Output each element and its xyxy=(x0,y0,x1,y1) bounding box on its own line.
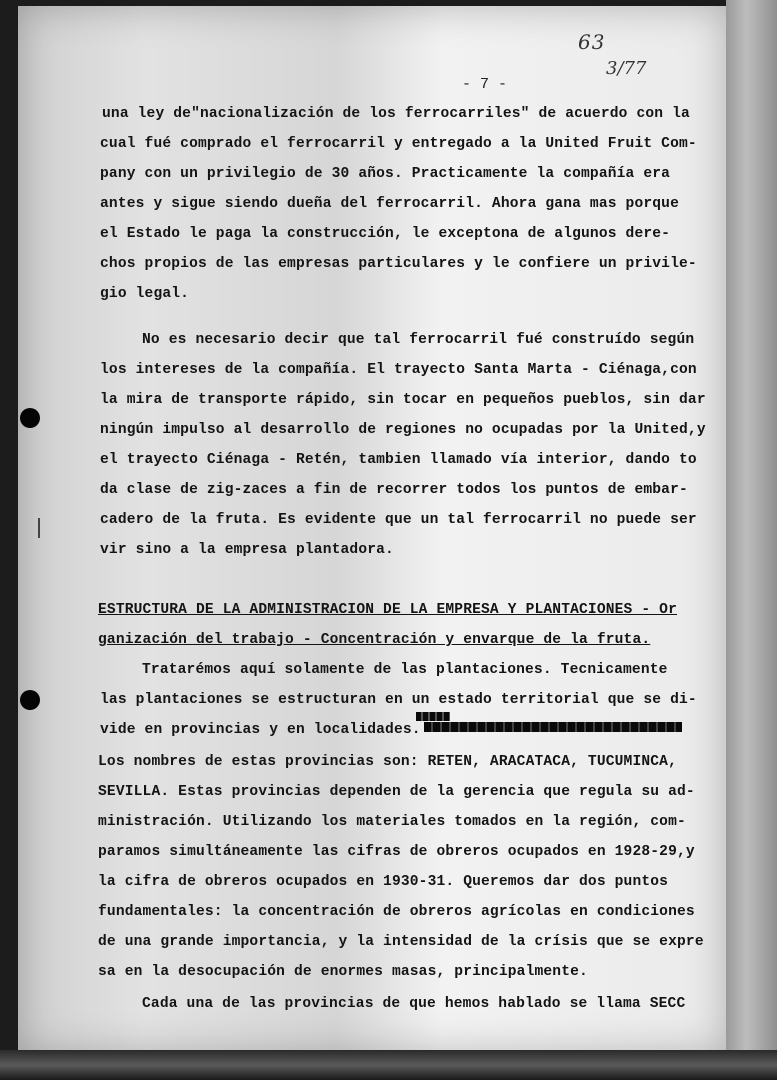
text-line: la mira de transporte rápido, sin tocar en pequeños pueblos, sin dar xyxy=(100,392,706,408)
text-line: sa en la desocupación de enormes masas, principalmente. xyxy=(98,964,588,980)
text-line: de una grande importancia, y la intensidad de la crísis que se expre xyxy=(98,934,704,950)
scan-edge-right xyxy=(726,0,777,1080)
text-line: ministración. Utilizando los materiales tomados en la región, com- xyxy=(98,814,686,830)
document-page xyxy=(18,6,726,1054)
text-line: vide en provincias y en localidades. xyxy=(100,722,421,738)
text-line: una ley de"nacionalización de los ferrocarriles" de acuerdo con la xyxy=(102,106,690,122)
text-line: vir sino a la empresa plantadora. xyxy=(100,542,394,558)
punch-hole xyxy=(20,408,40,428)
page-number: - 7 - xyxy=(462,76,508,93)
text-line: ningún impulso al desarrollo de regiones no ocupadas por la United,y xyxy=(100,422,706,438)
text-line: Tratarémos aquí solamente de las plantaciones. Tecnicamente xyxy=(142,662,668,678)
text-line: los intereses de la compañía. El trayecto Santa Marta - Ciénaga,con xyxy=(100,362,697,378)
text-line: da clase de zig-zaces a fin de recorrer todos los puntos de embar- xyxy=(100,482,688,498)
handwritten-folio-secondary: 3/77 xyxy=(606,58,647,79)
text-line: antes y sigue siendo dueña del ferrocarril. Ahora gana mas porque xyxy=(100,196,679,212)
text-line: pany con un privilegio de 30 años. Practicamente la compañía era xyxy=(100,166,671,182)
handwritten-folio: 63 xyxy=(578,30,606,54)
text-line: el Estado le paga la construcción, le exceptona de algunos dere- xyxy=(100,226,671,242)
text-line: el trayecto Ciénaga - Retén, tambien llamado vía interior, dando to xyxy=(100,452,697,468)
margin-mark xyxy=(38,518,40,538)
text-line: la cifra de obreros ocupados en 1930-31. Queremos dar dos puntos xyxy=(98,874,669,890)
text-line: SEVILLA. Estas provincias dependen de la gerencia que regula su ad- xyxy=(98,784,695,800)
text-line: cual fué comprado el ferrocarril y entregado a la United Fruit Com- xyxy=(100,136,697,152)
text-line: fundamentales: la concentración de obreros agrícolas en condiciones xyxy=(98,904,695,920)
punch-hole xyxy=(20,690,40,710)
typed-strikeout xyxy=(424,722,682,732)
text-line: paramos simultáneamente las cifras de obreros ocupados en 1928-29,y xyxy=(98,844,695,860)
text-line: las plantaciones se estructuran en un estado territorial que se di- xyxy=(100,692,697,708)
text-line: chos propios de las empresas particulares y le confiere un privile- xyxy=(100,256,697,272)
text-line: No es necesario decir que tal ferrocarril fué construído según xyxy=(142,332,695,348)
text-line: gio legal. xyxy=(100,286,190,302)
text-line: Los nombres de estas provincias son: RETEN, ARACATACA, TUCUMINCA, xyxy=(98,754,677,770)
text-line: cadero de la fruta. Es evidente que un tal ferrocarril no puede ser xyxy=(100,512,697,528)
section-heading: ESTRUCTURA DE LA ADMINISTRACION DE LA EMPRESA Y PLANTACIONES - Or xyxy=(98,602,677,618)
scan-edge-bottom xyxy=(0,1050,777,1080)
section-heading: ganización del trabajo - Concentración y envarque de la fruta. xyxy=(98,632,651,648)
typed-strikeout xyxy=(416,712,450,721)
text-line: Cada una de las provincias de que hemos hablado se llama SECC xyxy=(142,996,686,1012)
